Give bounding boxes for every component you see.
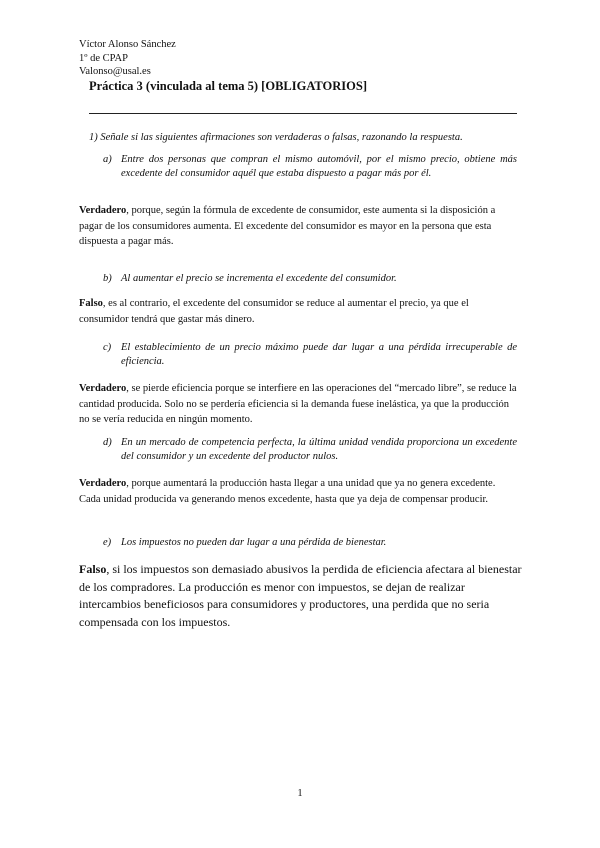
answer-c <box>79 381 519 428</box>
answer-explanation: , porque, según la fórmula de excedente de consumidor, este aumenta si la disposición a pagar de los consumidores aumenta. El excedente del consumidor es mayor en la persona que esta dispuesta a pagar más. <box>79 205 496 247</box>
author-name: Víctor Alonso Sánchez <box>79 39 176 50</box>
statement-d <box>103 436 517 464</box>
answer-explanation: , se pierde eficiencia porque se interfiere en las operaciones del “mercado libre”, se reduce la cantidad producida. Solo no se perdería eficiencia si la demanda fuese inelástica, ya que la producción no se vería reducida en ningún momento. <box>79 383 517 425</box>
author-email: Valonso@usal.es <box>79 66 151 77</box>
statement-e <box>103 536 517 550</box>
answer-verdict: Verdadero <box>79 205 127 216</box>
statement-label: e) <box>103 537 112 548</box>
statement-label: d) <box>103 437 112 448</box>
document-title: Práctica 3 (vinculada al tema 5) [OBLIGATORIOS] <box>89 79 367 93</box>
title-divider <box>89 113 517 114</box>
document-header <box>79 38 176 79</box>
statement-text: Los impuestos no pueden dar lugar a una pérdida de bienestar. <box>121 537 387 548</box>
statement-b <box>103 272 517 286</box>
statement-a <box>103 153 517 181</box>
statement-text: El establecimiento de un precio máximo puede dar lugar a una pérdida irrecuperable de eficiencia. <box>121 342 517 367</box>
answer-a <box>79 203 519 250</box>
statement-text: Al aumentar el precio se incrementa el excedente del consumidor. <box>121 273 397 284</box>
answer-verdict: Verdadero <box>79 478 127 489</box>
statement-label: a) <box>103 154 112 165</box>
answer-explanation: , es al contrario, el excedente del consumidor se reduce al aumentar el precio, ya que el consumidor tendrá que gastar más dinero. <box>79 298 469 325</box>
answer-verdict: Falso <box>79 562 107 576</box>
course-name: 1º de CPAP <box>79 52 128 64</box>
answer-b <box>79 296 519 327</box>
question-prompt: 1) Señale si las siguientes afirmaciones son verdaderas o falsas, razonando la respuesta. <box>89 132 463 143</box>
answer-e <box>79 561 524 631</box>
answer-verdict: Falso <box>79 298 103 309</box>
statement-label: c) <box>103 342 112 353</box>
answer-explanation: , si los impuestos son demasiado abusivos la perdida de eficiencia afectara al bienestar de los compradores. La producción es menor con impuestos, se dejan de realizar intercambios beneficiosos para consumidores y productores, una perdida que no seria compensada con los impuestos. <box>79 562 522 629</box>
statement-label: b) <box>103 273 112 284</box>
answer-d <box>79 476 519 507</box>
answer-explanation: , porque aumentará la producción hasta llegar a una unidad que ya no genera excedente. Cada unidad producida va generando menos excedente, hasta que ya deja de compensar producir. <box>79 478 496 505</box>
statement-c <box>103 341 517 369</box>
statement-text: En un mercado de competencia perfecta, la última unidad vendida proporciona un excedente del consumidor y un excedente del productor nulos. <box>121 437 517 462</box>
answer-verdict: Verdadero <box>79 383 127 394</box>
page-number: 1 <box>297 788 303 799</box>
statement-text: Entre dos personas que compran el mismo automóvil, por el mismo precio, obtiene más excedente del consumidor aquél que estaba dispuesto a pagar más por él. <box>121 154 517 179</box>
